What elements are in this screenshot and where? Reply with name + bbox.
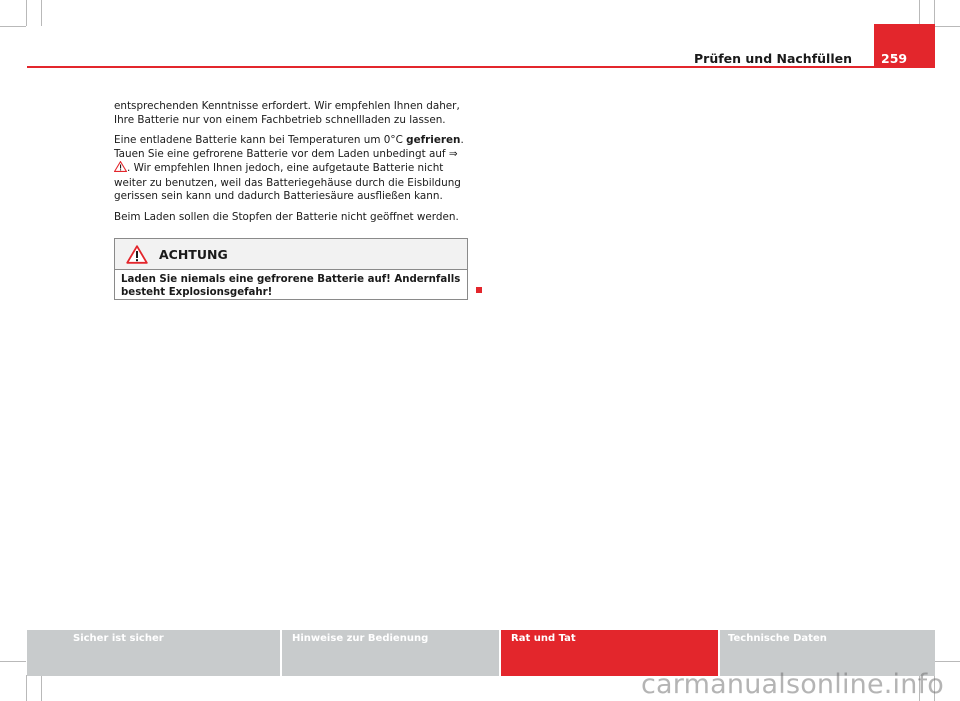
page-number: 259 <box>881 51 908 66</box>
crop-mark <box>26 0 27 26</box>
paragraph <box>114 134 468 204</box>
warning-reference-icon[interactable] <box>114 161 127 177</box>
crop-mark <box>41 675 42 701</box>
crop-mark <box>26 675 27 701</box>
crop-mark <box>934 0 935 26</box>
crop-mark <box>41 0 42 26</box>
chapter-title: Prüfen und Nachfüllen <box>694 51 852 66</box>
crop-mark <box>919 0 920 26</box>
tab-hinweise-zur-bedienung[interactable]: Hinweise zur Bedienung <box>282 630 499 676</box>
paragraph: Beim Laden sollen die Stopfen der Batterie nicht geöffnet werden. <box>114 210 459 223</box>
warning-triangle-icon <box>126 245 148 268</box>
paragraph: entsprechenden Kenntnisse erfordert. Wir empfehlen Ihnen daher, Ihre Batterie nur von einem Fachbetrieb schnellladen zu lassen. <box>114 100 460 126</box>
tab-rat-und-tat[interactable]: Rat und Tat <box>501 630 718 676</box>
crop-mark <box>934 26 960 27</box>
section-end-marker <box>476 287 482 293</box>
tab-sicher-ist-sicher[interactable]: Sicher ist sicher <box>27 630 280 676</box>
crop-mark <box>0 26 26 27</box>
warning-text: Laden Sie niemals eine gefrorene Batterie auf! Andernfalls besteht Explosionsgefahr! <box>121 274 461 298</box>
text-run: . Tauen Sie eine gefrorene Batterie vor dem Laden unbedingt auf ⇒ <box>114 134 464 160</box>
warning-header <box>115 239 467 270</box>
emphasis-text: gefrieren <box>406 134 461 146</box>
header-rule <box>27 66 935 68</box>
warning-box <box>114 238 468 300</box>
watermark: carmanualsonline.info <box>641 669 944 700</box>
body-text <box>114 100 468 231</box>
tab-technische-daten[interactable]: Technische Daten <box>720 630 935 676</box>
crop-mark <box>934 661 960 662</box>
warning-title: ACHTUNG <box>159 247 228 262</box>
crop-mark <box>0 661 26 662</box>
text-run: . Wir empfehlen Ihnen jedoch, eine aufgetaute Batterie nicht weiter zu benutzen, weil das Batteriegehäuse durch die Eisbildung gerissen sein kann und dadurch Batteriesäure ausfließen kann. <box>114 162 461 202</box>
text-run: Eine entladene Batterie kann bei Temperaturen um 0°C <box>114 134 407 146</box>
